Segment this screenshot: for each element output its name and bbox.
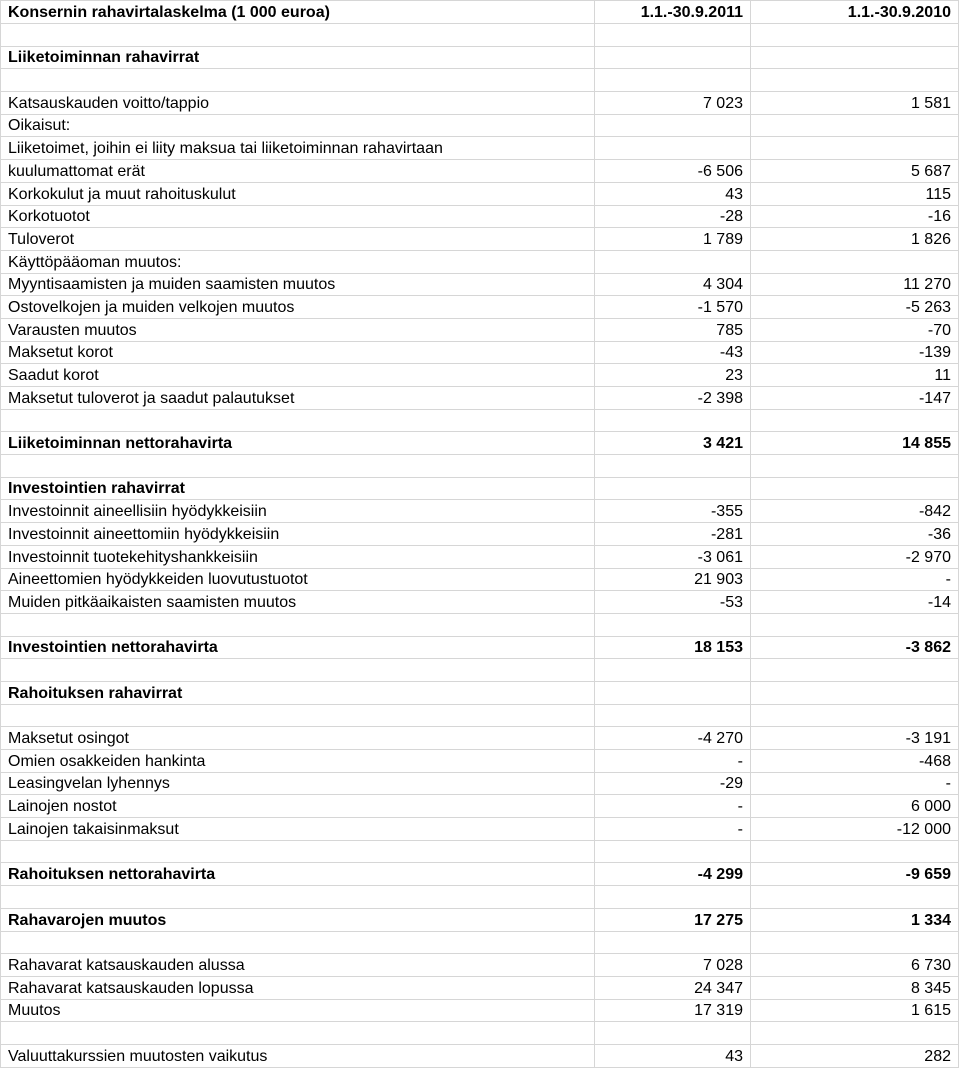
table-row [1,500,959,523]
section-row [1,432,959,455]
empty-cell [1,409,595,432]
row-label: Investoinnit tuotekehityshankkeisiin [1,545,595,568]
value-2011: 17 275 [595,908,751,931]
table-row [1,92,959,115]
blank-row [1,69,959,92]
value-2011: -28 [595,205,751,228]
empty-cell [595,409,751,432]
blank-row [1,659,959,682]
row-label: Liiketoiminnan nettorahavirta [1,432,595,455]
value-2011: 17 319 [595,999,751,1022]
row-label: Omien osakkeiden hankinta [1,750,595,773]
value-2010 [751,46,959,69]
value-2010: 1 581 [751,92,959,115]
section-row [1,863,959,886]
empty-cell [1,69,595,92]
table-row [1,250,959,273]
value-2011 [595,681,751,704]
value-2010: 1 334 [751,908,959,931]
table-row [1,387,959,410]
empty-cell [751,409,959,432]
cash-flow-table-body [1,1,959,1068]
table-row [1,114,959,137]
value-2011 [595,114,751,137]
value-2010: 11 270 [751,273,959,296]
empty-cell [1,455,595,478]
table-row [1,954,959,977]
row-label: Rahoituksen nettorahavirta [1,863,595,886]
empty-cell [1,840,595,863]
table-row [1,750,959,773]
row-label: Myyntisaamisten ja muiden saamisten muutos [1,273,595,296]
empty-cell [751,931,959,954]
row-label: Tuloverot [1,228,595,251]
value-2010: - [751,772,959,795]
value-2010: 6 000 [751,795,959,818]
table-row [1,182,959,205]
empty-cell [1,24,595,47]
blank-row [1,1022,959,1045]
value-2010: 282 [751,1044,959,1067]
row-label: Rahoituksen rahavirrat [1,681,595,704]
table-row [1,999,959,1022]
blank-row [1,613,959,636]
blank-row [1,455,959,478]
empty-cell [595,659,751,682]
value-2010: 1 826 [751,228,959,251]
table-header-row [1,1,959,24]
value-2010: -14 [751,591,959,614]
value-2011: - [595,795,751,818]
value-2011: 785 [595,318,751,341]
empty-cell [595,69,751,92]
table-row [1,364,959,387]
empty-cell [595,455,751,478]
section-row [1,681,959,704]
value-2011: -355 [595,500,751,523]
empty-cell [595,1022,751,1045]
blank-row [1,931,959,954]
row-label: Maksetut korot [1,341,595,364]
empty-cell [751,840,959,863]
empty-cell [751,613,959,636]
value-2011: -3 061 [595,545,751,568]
blank-row [1,24,959,47]
empty-cell [595,613,751,636]
row-label: Investointien rahavirrat [1,477,595,500]
table-row [1,523,959,546]
value-2011: 18 153 [595,636,751,659]
table-row [1,160,959,183]
value-2010 [751,137,959,160]
value-2010: - [751,568,959,591]
value-2011 [595,250,751,273]
row-label: Varausten muutos [1,318,595,341]
value-2010: -3 191 [751,727,959,750]
value-2011: 23 [595,364,751,387]
row-label: Aineettomien hyödykkeiden luovutustuotot [1,568,595,591]
row-label: Investoinnit aineettomiin hyödykkeisiin [1,523,595,546]
row-label: Investointien nettorahavirta [1,636,595,659]
row-label: Rahavarat katsauskauden alussa [1,954,595,977]
blank-row [1,840,959,863]
table-row [1,205,959,228]
table-row [1,976,959,999]
row-label: Investoinnit aineellisiin hyödykkeisiin [1,500,595,523]
empty-cell [751,69,959,92]
row-label: Rahavarojen muutos [1,908,595,931]
row-label: Oikaisut: [1,114,595,137]
value-2010: -842 [751,500,959,523]
value-2010: 5 687 [751,160,959,183]
blank-row [1,409,959,432]
value-2010: -16 [751,205,959,228]
empty-cell [595,886,751,909]
value-2010: 115 [751,182,959,205]
empty-cell [751,704,959,727]
value-2011: 43 [595,182,751,205]
table-row [1,228,959,251]
table-row [1,137,959,160]
table-row [1,727,959,750]
value-2011: 3 421 [595,432,751,455]
table-row [1,273,959,296]
empty-cell [1,931,595,954]
value-2010: -36 [751,523,959,546]
value-2011: 43 [595,1044,751,1067]
value-2011: 4 304 [595,273,751,296]
empty-cell [1,1022,595,1045]
row-label: Käyttöpääoman muutos: [1,250,595,273]
value-2010 [751,681,959,704]
table-row [1,1044,959,1067]
value-2010: 6 730 [751,954,959,977]
empty-cell [1,886,595,909]
blank-row [1,704,959,727]
empty-cell [751,659,959,682]
value-2010: -70 [751,318,959,341]
row-label: Korkokulut ja muut rahoituskulut [1,182,595,205]
table-row [1,591,959,614]
empty-cell [595,931,751,954]
value-2010 [751,250,959,273]
row-label: kuulumattomat erät [1,160,595,183]
value-2011: 24 347 [595,976,751,999]
value-2011: -53 [595,591,751,614]
empty-cell [751,455,959,478]
section-row [1,908,959,931]
value-2011: -281 [595,523,751,546]
value-2011: -29 [595,772,751,795]
value-2011: - [595,818,751,841]
value-2010: -3 862 [751,636,959,659]
row-label: Lainojen takaisinmaksut [1,818,595,841]
value-2010: -5 263 [751,296,959,319]
empty-cell [751,886,959,909]
row-label: Liiketoimet, joihin ei liity maksua tai liiketoiminnan rahavirtaan [1,137,595,160]
value-2011: 21 903 [595,568,751,591]
empty-cell [751,24,959,47]
table-row [1,818,959,841]
empty-cell [1,704,595,727]
value-2011: -1 570 [595,296,751,319]
table-row [1,318,959,341]
value-2010: -147 [751,387,959,410]
row-label: Katsauskauden voitto/tappio [1,92,595,115]
value-2011: 7 028 [595,954,751,977]
value-2011: - [595,750,751,773]
value-2011 [595,46,751,69]
row-label: Rahavarat katsauskauden lopussa [1,976,595,999]
value-2010: 1 615 [751,999,959,1022]
row-label: Lainojen nostot [1,795,595,818]
row-label: Korkotuotot [1,205,595,228]
value-2010: -9 659 [751,863,959,886]
value-2010: -139 [751,341,959,364]
period-previous-header: 1.1.-30.9.2010 [751,1,959,24]
value-2011: -2 398 [595,387,751,410]
section-row [1,46,959,69]
value-2011: -4 270 [595,727,751,750]
value-2010: 8 345 [751,976,959,999]
empty-cell [595,840,751,863]
table-row [1,545,959,568]
value-2010 [751,477,959,500]
empty-cell [595,24,751,47]
table-row [1,296,959,319]
value-2010: 14 855 [751,432,959,455]
row-label: Maksetut osingot [1,727,595,750]
row-label: Ostovelkojen ja muiden velkojen muutos [1,296,595,319]
value-2011: -6 506 [595,160,751,183]
section-row [1,477,959,500]
blank-row [1,886,959,909]
row-label: Muutos [1,999,595,1022]
value-2011: 1 789 [595,228,751,251]
period-current-header: 1.1.-30.9.2011 [595,1,751,24]
empty-cell [595,704,751,727]
value-2010: -468 [751,750,959,773]
section-row [1,636,959,659]
value-2011: -43 [595,341,751,364]
value-2011 [595,137,751,160]
value-2011: -4 299 [595,863,751,886]
value-2010: -12 000 [751,818,959,841]
empty-cell [751,1022,959,1045]
table-row [1,341,959,364]
empty-cell [1,613,595,636]
statement-title: Konsernin rahavirtalaskelma (1 000 euroa) [1,1,595,24]
value-2011 [595,477,751,500]
table-row [1,568,959,591]
row-label: Muiden pitkäaikaisten saamisten muutos [1,591,595,614]
row-label: Valuuttakurssien muutosten vaikutus [1,1044,595,1067]
row-label: Saadut korot [1,364,595,387]
value-2010 [751,114,959,137]
row-label: Leasingvelan lyhennys [1,772,595,795]
row-label: Maksetut tuloverot ja saadut palautukset [1,387,595,410]
row-label: Liiketoiminnan rahavirrat [1,46,595,69]
table-row [1,772,959,795]
empty-cell [1,659,595,682]
value-2010: 11 [751,364,959,387]
value-2010: -2 970 [751,545,959,568]
table-row [1,795,959,818]
value-2011: 7 023 [595,92,751,115]
